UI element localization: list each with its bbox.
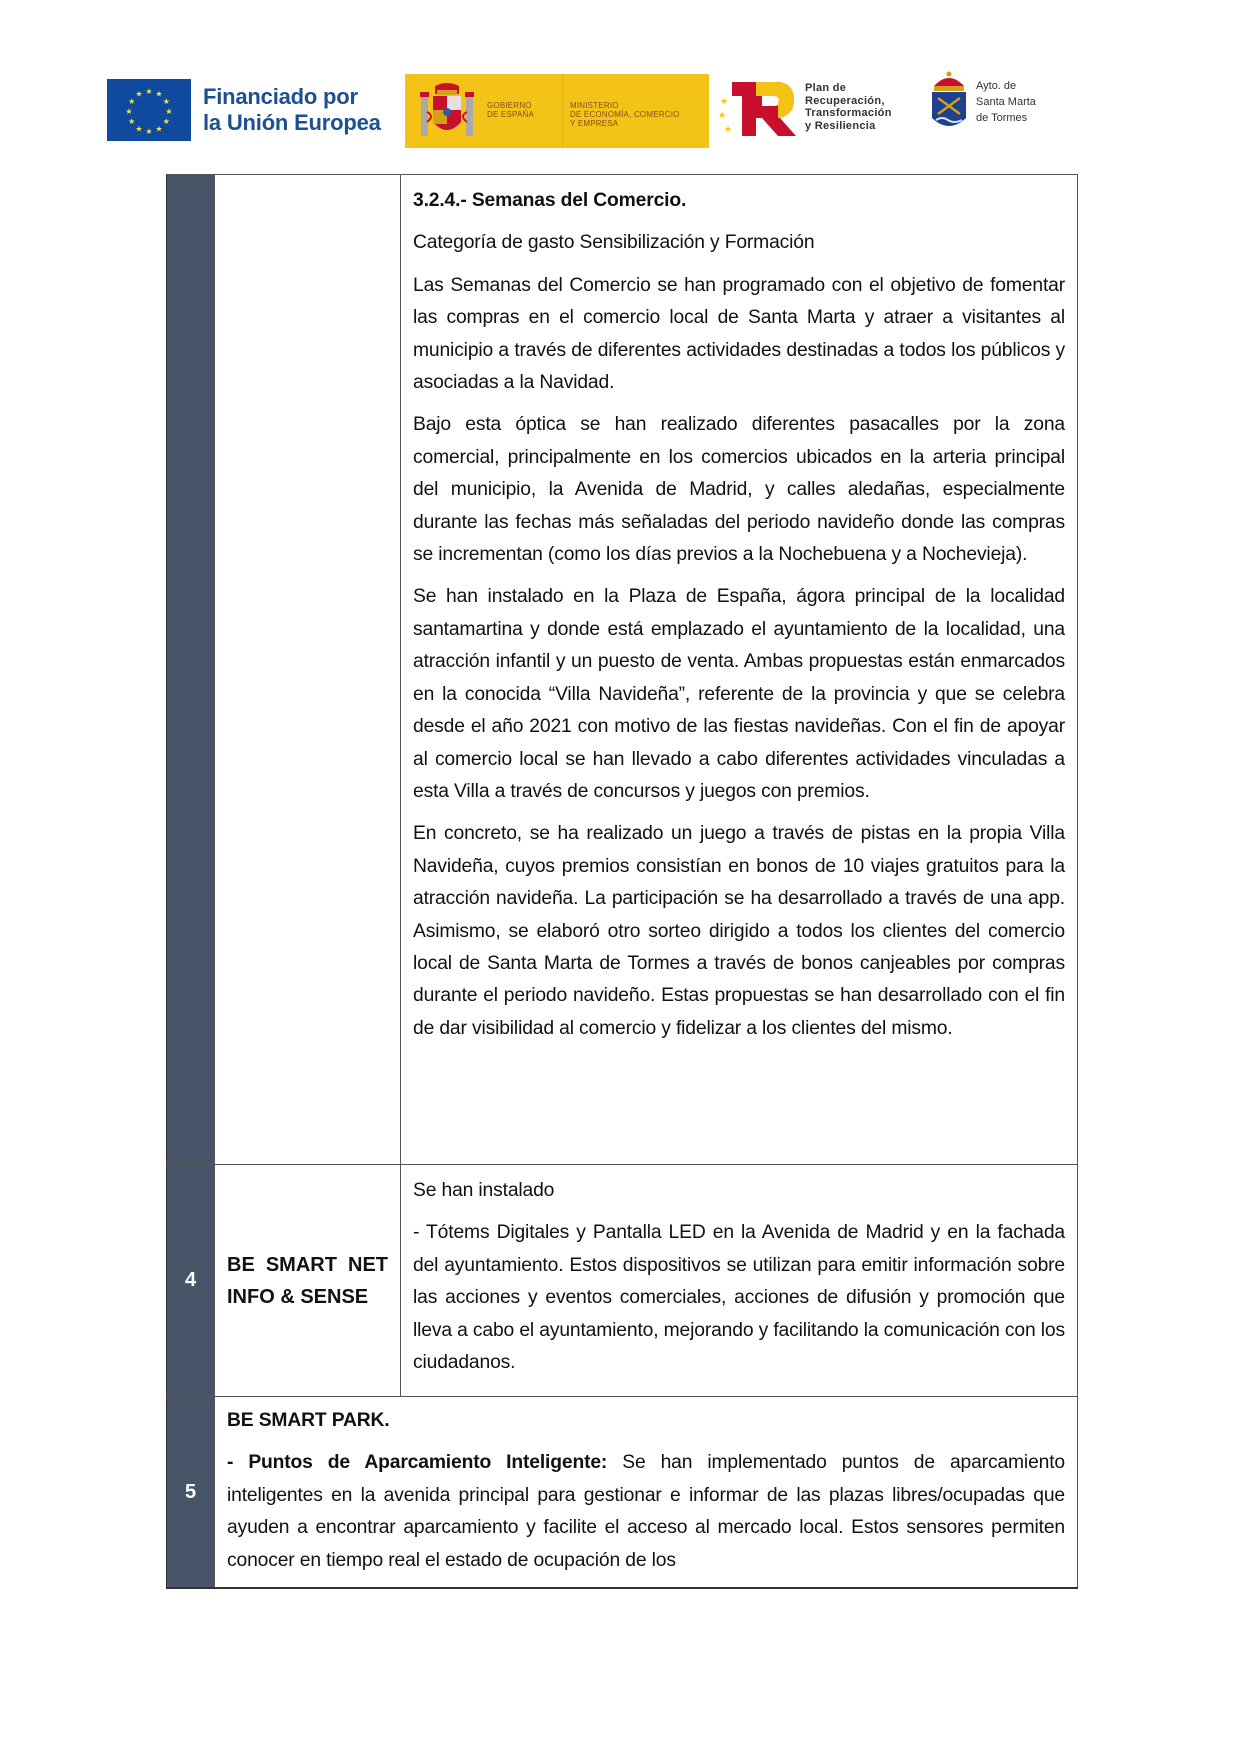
svg-text:★: ★ (162, 97, 170, 106)
svg-text:★: ★ (145, 87, 153, 96)
ayto-line-1: Ayto. de (976, 80, 1017, 92)
gov-line-1: GOBIERNO (487, 101, 532, 110)
ayto-line-2: Santa Marta (976, 96, 1036, 108)
row-content-cell (401, 1165, 1078, 1397)
row-number-cell: 5 (167, 1397, 215, 1589)
svg-text:★: ★ (145, 127, 153, 136)
eu-line-1: Financiado por (203, 84, 358, 109)
paragraph: En concreto, se ha realizado un juego a través de pistas en la propia Villa Navideña, cuyos premios consistían en bonos de 10 viajes gratuitos para la atracción navideña. La participación se ha desarrollado a través de una app. Asimismo, se elaboró otro sorteo dirigido a todos los clientes del comercio local de Santa Marta de Tormes a través de bonos canjeables por compras durante el periodo navideño. Estas propuestas se han desarrollado con el fin de dar visibilidad al comercio y fidelizar a los clientes del mismo. (413, 823, 1065, 1039)
tr-recovery-plan-icon (718, 74, 798, 142)
recovery-plan-text (805, 82, 892, 132)
svg-text:★: ★ (135, 89, 143, 99)
prtr-line-2: Recuperación, (805, 94, 885, 107)
prtr-line-3: Transformación (805, 107, 892, 119)
eu-flag-icon (107, 79, 191, 141)
min-line-1: MINISTERIO (570, 101, 619, 110)
paragraph (227, 1447, 1065, 1577)
santa-marta-crest-icon (928, 68, 970, 134)
svg-text:★: ★ (128, 97, 136, 106)
paragraph: Bajo esta óptica se han realizado diferentes pasacalles por la zona comercial, principalmente en los comercios ubicados en la arteria principal del municipio, la Avenida de Madrid, y calles aledañas, especialmente durante las fechas más señaladas del periodo navideño donde las compras se incrementan (como los días previos a la Nochebuena y a Nochevieja). (413, 414, 1065, 566)
prtr-line-1: Plan de (805, 82, 847, 94)
section-heading: 3.2.4.- Semanas del Comercio. (413, 190, 687, 211)
row-content-cell (215, 1397, 1078, 1589)
paragraph: Se han instalado en la Plaza de España, ágora principal de la localidad santamartina y donde está emplazado el ayuntamiento de la localidad, una atracción infantil y un puesto de venta. Ambas propuestas están enmarcados en la conocida “Villa Navideña”, referente de la provincia y que se celebra desde el año 2021 con motivo de las fiestas navideñas. Con el fin de apoyar al comercio local se han llevado a cabo diferentes actividades vinculadas a esta Villa a través de concursos y juegos con premios. (413, 586, 1065, 802)
svg-text:★: ★ (720, 97, 729, 107)
bullet-title: - Puntos de Aparcamiento Inteligente: (227, 1452, 608, 1474)
row-label-cell: BE SMART NET INFO & SENSE (215, 1165, 401, 1397)
spain-coat-of-arms-icon (419, 82, 475, 140)
eu-line-2: la Unión Europea (203, 110, 381, 135)
bullet-text: Se han implementado puntos de aparcamiento inteligentes en la avenida principal para gestionar e informar de las plazas libres/ocupadas que ayuden a encontrar aparcamiento y facilite el acceso al mercado local. Estos sensores permiten conocer en tiempo real el estado de ocupación de los (227, 1452, 1065, 1571)
svg-text:★: ★ (135, 124, 143, 134)
ayuntamiento-text (976, 78, 1036, 126)
spain-government-logo (405, 74, 709, 148)
svg-text:★: ★ (724, 125, 733, 135)
table-row (167, 1165, 1078, 1397)
paragraph: Categoría de gasto Sensibilización y Formación (413, 232, 815, 254)
paragraph: - Tótems Digitales y Pantalla LED en la Avenida de Madrid y en la fachada del ayuntamiento. Estos dispositivos se utilizan para emitir información sobre las acciones y eventos comerciales, acciones de difusión y promoción que lleva a cabo el ayuntamiento, mejorando y facilitando la comunicación con los ciudadanos. (413, 1222, 1065, 1374)
svg-text:★: ★ (155, 89, 163, 99)
eu-funding-text (203, 84, 381, 136)
paragraph: Se han instalado (413, 1180, 555, 1201)
row-number-cell: 4 (167, 1165, 215, 1397)
page-header (0, 62, 1240, 162)
row-label-cell (215, 175, 401, 1165)
gov-line-2: DE ESPAÑA (487, 110, 534, 119)
min-line-3: Y EMPRESA (570, 119, 619, 128)
svg-text:★: ★ (162, 117, 170, 126)
table-row (167, 175, 1078, 1165)
ministerio-text (570, 101, 680, 128)
prtr-line-4: y Resiliencia (805, 119, 876, 132)
table-row (167, 1397, 1078, 1589)
svg-text:★: ★ (718, 111, 727, 121)
paragraph: Las Semanas del Comercio se han programado con el objetivo de fomentar las compras en el comercio local de Santa Marta y atraer a visitantes al municipio a través de diferentes actividades destinadas a todos los públicos y asociadas a la Navidad. (413, 274, 1065, 394)
ayto-line-3: de Tormes (976, 112, 1028, 124)
logo-divider (562, 74, 563, 148)
section-heading: BE SMART PARK. (227, 1410, 390, 1431)
min-line-2: DE ECONOMÍA, COMERCIO (570, 110, 680, 119)
svg-text:★: ★ (155, 124, 163, 134)
svg-text:★: ★ (165, 107, 173, 116)
svg-text:★: ★ (128, 117, 136, 126)
actions-table (166, 174, 1078, 1589)
row-number-cell (167, 175, 215, 1165)
svg-text:★: ★ (125, 107, 133, 116)
eu-stars-icon (107, 79, 191, 141)
gobierno-text (487, 101, 534, 119)
row-content-cell (401, 175, 1078, 1165)
